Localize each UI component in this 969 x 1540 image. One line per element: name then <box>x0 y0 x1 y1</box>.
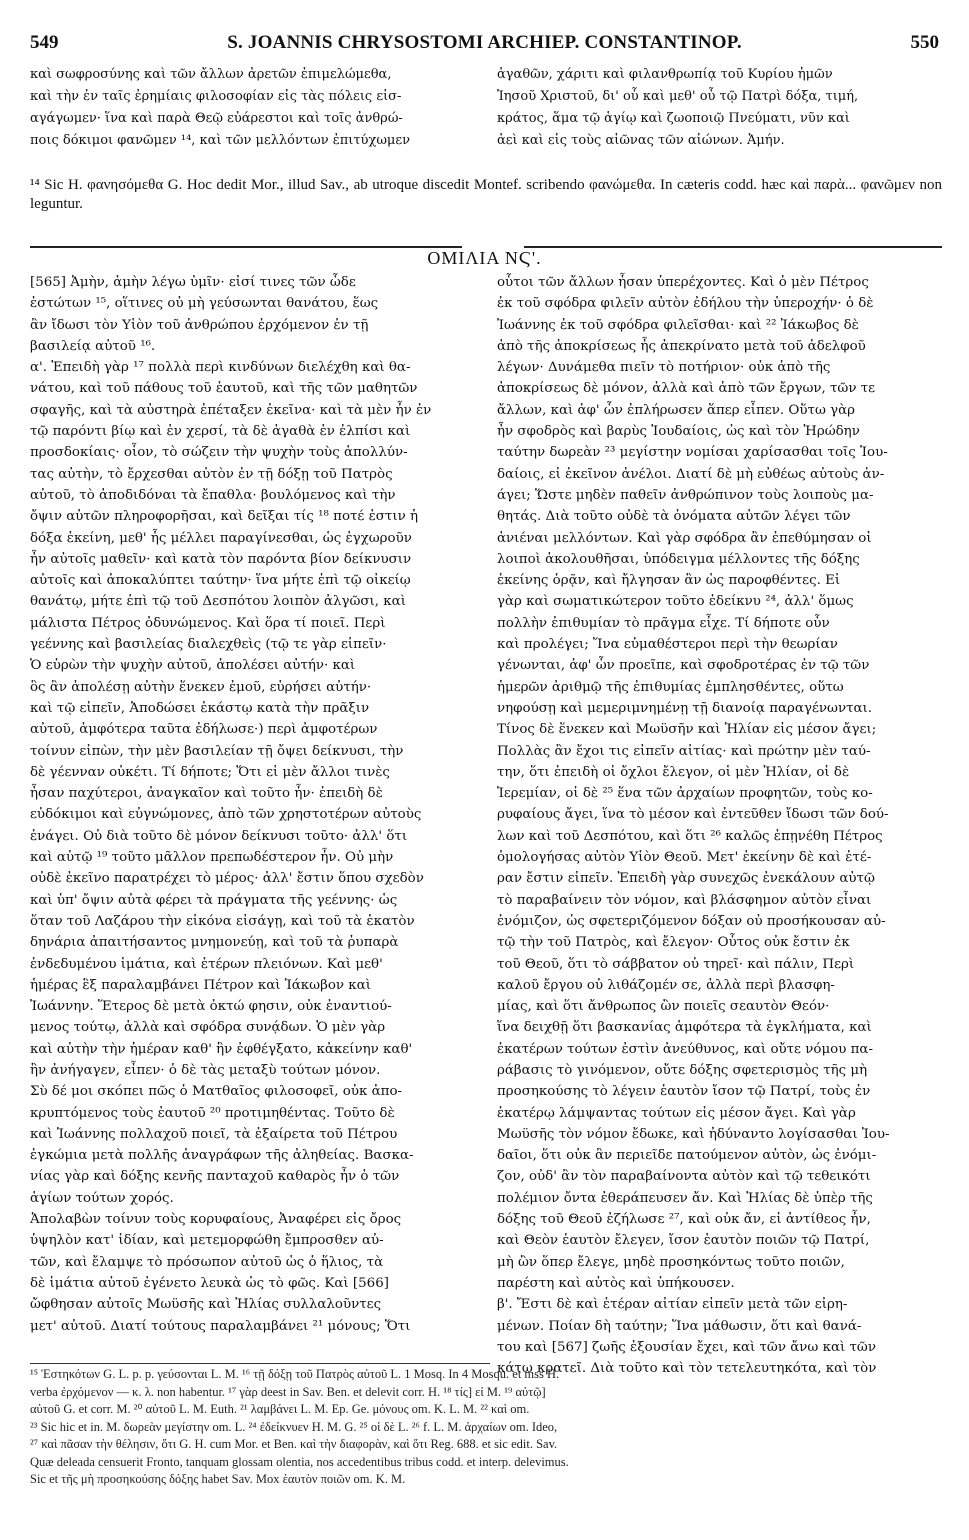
text-line: ἂν ἴδωσι τὸν Υἱὸν τοῦ ἀνθρώπου ἐρχόμενον ἐν τῇ <box>30 317 369 333</box>
text-line: ραν ἔστιν εἰπεῖν. Ἐπειδὴ γὰρ συνεχῶς ἐνεκάλουν αὐτῷ <box>497 871 875 887</box>
text-line: ἐνδεδυμένου ἱμάτια, καὶ ἑτέρων πλειόνων. Καὶ μεθ' <box>30 956 383 972</box>
text-line: γένωνται, ἀφ' ὧν προεῖπε, καὶ σφοδροτέρας ἐν τῷ τῶν <box>497 658 870 674</box>
text-line: τὸ παραβαίνειν τὸν νόμον, καὶ βλάσφημον αὐτὸν εἶναι <box>497 892 872 908</box>
text-line: νηφούσῃ καὶ μεμεριμνημένῃ τῇ διανοίᾳ παραγένωνται. <box>497 700 873 716</box>
text-line: καὶ ὑπ' ὄψιν αὐτὰ φέρει τὰ πράγματα τῆς γεέννης· ὡς <box>30 892 398 908</box>
text-line: ὅταν τοῦ Λαζάρου τὴν εἰκόνα εἰσάγῃ, καὶ τοῦ τὰ ἑκατὸν <box>30 913 415 929</box>
text-line: δόξα ἐκείνη, μεθ' ἧς μέλλει παραγίνεσθαι, ὡς ἐγχωροῦν <box>30 530 412 546</box>
text-line: καὶ αὐτῷ ¹⁹ τοῦτο μᾶλλον πρεπωδέστερον ἦν. Οὐ μὴν <box>30 850 394 866</box>
footnote-line: ²³ Sic hic et in. M. δωρεὰν μεγίστην om. L. ²⁴ ἐδείκνυεν H. M. G. ²⁵ οἱ δὲ L. ²⁶ f. L. M. ἀρχαίων om. Ideo, <box>30 1419 558 1434</box>
text-line: νάτου, καὶ τοῦ πάθους τοῦ ἑαυτοῦ, καὶ τῆς τῶν μαθητῶν <box>30 381 418 397</box>
text-line: Μωϋσῆς τὸν νόμον ἔδωκε, καὶ ἠδύναντο λογίσασθαι Ἰου- <box>497 1126 890 1142</box>
top-right-text <box>497 64 942 152</box>
running-head <box>30 32 939 58</box>
text-line: Ἀπολαβὼν τοίνυν τοὺς κορυφαίους, Ἀναφέρει εἰς ὄρος <box>30 1212 402 1228</box>
text-line: μάλιστα Πέτρος ὀδυνώμενος. Καὶ ὅρα τί ποιεῖ. Περὶ <box>30 615 386 631</box>
text-line: ἑκατέρων τούτων ἐστὶν ἀνεύθυνος, καὶ οὔτε νόμου πα- <box>497 1041 873 1057</box>
top-left-text <box>30 64 488 152</box>
text-line: παρέστη καὶ αὐτὸς καὶ ὑπήκουσεν. <box>497 1275 735 1291</box>
footnote-rule <box>30 1363 490 1364</box>
text-line: τας αὐτὴν, τὸ ἔρχεσθαι αὐτὸν ἐν τῇ δόξῃ τοῦ Πατρὸς <box>30 466 393 482</box>
text-line: ἀπὸ τῆς ἀποκρίσεως ἧς ἀπεκρίνατο μετὰ τοῦ ἀδελφοῦ <box>497 338 866 354</box>
text-line: λων καὶ τοῦ Δεσπότου, καὶ ὅτι ²⁶ καλῶς ἐπῃνέθη Πέτρος <box>497 828 883 844</box>
text-line: ὄψιν αὐτῶν πληροφορῆσαι, καὶ δεῖξαι τίς ¹⁸ ποτέ ἐστιν ἡ <box>30 509 419 525</box>
text-line: τῷ παρόντι βίῳ καὶ ἐν χερσί, τὰ δὲ ἀγαθὰ ἐν ἐλπίσι καὶ <box>30 424 411 440</box>
main-right-column <box>497 272 942 1379</box>
text-line: γὰρ καὶ σωματικώτερον τοῦτο ἐδείκνυ ²⁴, ἀλλ' ὅμως <box>497 594 854 610</box>
text-line: ἐγκώμια μετὰ πολλῆς ἀναγράφων τῆς ἀληθείας. Βασκα- <box>30 1148 414 1164</box>
text-line: ταύτην δωρεὰν ²³ μεγίστην νομίσαι χαρίσασθαι τοῖς Ἰου- <box>497 445 888 461</box>
text-line: α'. Ἐπειδὴ γὰρ ¹⁷ πολλὰ περὶ κινδύνων διελέχθη καὶ θα- <box>30 360 411 376</box>
footnote-line: αὐτοῦ G. et corr. M. ²⁰ αὐτοῦ L. M. Euth. ²¹ λαμβάνει L. M. Ep. Ge. μόνους om. K. L. M. ²² καὶ om. <box>30 1402 530 1416</box>
running-title: S. JOANNIS CHRYSOSTOMI ARCHIEP. CONSTANTINOP. <box>227 32 742 53</box>
text-line: ἐνόμιζον, ὡς σφετεριζόμενον δόξαν οὐ προσήκουσαν αὐ- <box>497 913 886 929</box>
text-line: ἐκ τοῦ σφόδρα φιλεῖν αὐτὸν ἐδήλου τὴν ὑπεροχήν· ὁ δὲ <box>497 296 874 312</box>
text-line: τοίνυν εἰπὼν, τὴν μὲν βασιλείαν τῇ ὄψει δείκνυσι, τὴν <box>30 743 404 759</box>
text-line: δὲ ἱμάτια αὐτοῦ ἐγένετο λευκὰ ὡς τὸ φῶς. Καὶ [566] <box>30 1275 389 1291</box>
main-left-column <box>30 272 488 1337</box>
text-line: ἦν αὐτοῖς μαθεῖν· καὶ κατὰ τὸν παρόντα βίον δείκνυσιν <box>30 551 412 567</box>
text-line: δόξης τοῦ Θεοῦ ἐζήλωσε ²⁷, καὶ οὐκ ἄν, εἰ ἀντίθεος ἦν, <box>497 1212 871 1228</box>
text-line: ἣν ἀνήγαγεν, εἶπεν· ὁ δὲ τὰς μεταξὺ τούτων μόνον. <box>30 1062 381 1078</box>
text-line: αγάγωμεν· ἵνα καὶ παρὰ Θεῷ εὐάρεστοι καὶ τοῖς ἀνθρώ- <box>30 111 403 126</box>
text-line: ρυφαίους ἄγει, ἵνα τὸ μέσον καὶ ἐντεῦθεν ἴδωσι τῶν δού- <box>497 807 889 823</box>
text-line: την, ὅτι ἐπειδὴ οἱ ὄχλοι ἔλεγον, οἱ μὲν Ἠλίαν, οἱ δὲ <box>497 764 850 780</box>
text-line: ἐκείνης ὁρᾷν, καὶ ἤλγησαν ἂν ὡς παροφθέντες. Εἰ <box>497 573 841 589</box>
footnote-line: Quæ deleada censuerit Fronto, tanquam glossam olentia, nos accedentibus tribus codd. et interp. delevimus. <box>30 1454 569 1469</box>
text-line: ἦν σφοδρὸς καὶ βαρὺς Ἰουδαίοις, ὡς καὶ τὸν Ἡρώδην <box>497 424 860 440</box>
text-line: εὐδόκιμοι καὶ εὐγνώμονες, ἀπὸ τῶν χρηστοτέρων αὐτοὺς <box>30 807 422 823</box>
text-line: Ἰωάννης ἐκ τοῦ σφόδρα φιλεῖσθαι· καὶ ²² Ἰάκωβος δὲ <box>497 317 859 333</box>
text-line: αὐτοῦ, ἀμφότερα ταῦτα ἐδήλωσε·) περὶ ἀμφοτέρων <box>30 722 378 738</box>
text-line: κρυπτόμενος τοὺς ἑαυτοῦ ²⁰ προτιμηθέντας. Τοῦτο δὲ <box>30 1105 395 1121</box>
text-line: καὶ Θεὸν ἑαυτὸν ἔλεγεν, ἴσον ἑαυτὸν ποιῶν τῷ Πατρί, <box>497 1233 870 1249</box>
text-line: Ἰησοῦ Χριστοῦ, δι' οὗ καὶ μεθ' οὗ τῷ Πατρὶ δόξα, τιμή, <box>497 89 859 104</box>
text-line: ὑψηλὸν κατ' ἰδίαν, καὶ μετεμορφώθη ἔμπροσθεν αὐ- <box>30 1233 384 1249</box>
text-line: θητάς. Διὰ τοῦτο οὐδὲ τὰ ὀνόματα αὐτῶν λέγει τῶν <box>497 509 851 525</box>
top-footnote: ¹⁴ Sic H. φανησόμεθα G. Hoc dedit Mor., illud Sav., ab utroque discedit Montef. scribendo φανώμεθα. In cæteris codd. hæc καὶ παρὰ... φανῶμεν non leguntur. <box>30 177 942 212</box>
text-line: καὶ Ἰωάννης πολλαχοῦ ποιεῖ, τὰ ἐξαίρετα τοῦ Πέτρου <box>30 1126 398 1142</box>
text-line: τοῦ Θεοῦ, ὅτι τὸ σάββατον οὐ τηρεῖ· καὶ πάλιν, Περὶ <box>497 956 855 972</box>
text-line: ἀεὶ καὶ εἰς τοὺς αἰῶνας τῶν αἰώνων. Ἀμήν. <box>497 133 785 148</box>
homily-title: ΟΜΙΛΙΑ ΝϚ'. <box>427 248 542 268</box>
text-line: ποις δόκιμοι φανῶμεν ¹⁴, καὶ τῶν μελλόντων ἐπιτύχωμεν <box>30 133 411 148</box>
text-line: ἵνα δειχθῇ ὅτι βασκανίας ἀμφότερα τὰ ἐγκλήματα, καὶ <box>497 1020 872 1036</box>
text-line: οὗτοι τῶν ἄλλων ἦσαν ὑπερέχοντες. Καὶ ὁ μὲν Πέτρος <box>497 275 869 290</box>
text-line: Σὺ δέ μοι σκόπει πῶς ὁ Ματθαῖος φιλοσοφεῖ, οὐκ ἀπο- <box>30 1084 403 1100</box>
text-line: καλοῦ ἔργου οὐ λιθάζομέν σε, ἀλλὰ περὶ βλασφη- <box>497 977 835 993</box>
text-line: πολέμιον ὄντα ἐθεράπευσεν ἄν. Καὶ Ἠλίας δὲ ὑπὲρ τῆς <box>497 1190 873 1206</box>
text-line: βασιλείᾳ αὐτοῦ ¹⁶. <box>30 338 156 354</box>
text-line: κάτω κρατεῖ. Διὰ τοῦτο καὶ τὸν τετελευτηκότα, καὶ τὸν <box>497 1361 877 1377</box>
footnote-line: Sic et τῆς μὴ προσηκούσης δόξης habet Sav. Mox ἑαυτὸν ποιῶν om. K. M. <box>30 1472 406 1486</box>
footnote-line: verba ἐρχόμενον — κ. λ. non habentur. ¹⁷ γὰρ deest in Sav. Ben. et delevit corr. H. ¹⁸ τίς] εἰ M. ¹⁹ αὐτῷ] <box>30 1384 546 1399</box>
text-line: δηνάρια ἀπαιτήσαντος μνημονεύῃ, καὶ τοῦ τὰ ῥυπαρὰ <box>30 935 399 951</box>
text-line: τῶν, καὶ ἔλαμψε τὸ πρόσωπον αὐτοῦ ὡς ὁ ἥλιος, τὰ <box>30 1254 384 1270</box>
text-line: του καὶ [567] ζωῆς ἐξουσίαν ἔχει, καὶ τῶν ἄνω καὶ τῶν <box>497 1339 876 1355</box>
text-line: μετ' αὐτοῦ. Διατί τούτους παραλαμβάνει ²¹ μόνους; Ὅτι <box>30 1318 411 1334</box>
text-line: β'. Ἔστι δὲ καὶ ἑτέραν αἰτίαν εἰπεῖν μετὰ τῶν εἰρη- <box>497 1297 848 1313</box>
text-line: ἑστώτων ¹⁵, οἵτινες οὐ μὴ γεύσωνται θανάτου, ἕως <box>30 296 379 312</box>
text-line: αὐτοῦ, τὸ ἀποδιδόναι τὰ ἔπαθλα· βουλόμενος καὶ τὴν <box>30 487 396 503</box>
text-line: ἄλλων, καὶ ἀφ' ὧν ἐπλήρωσεν ἅπερ εἶπεν. Οὕτω γὰρ <box>497 402 856 418</box>
page-number-right: 550 <box>910 32 939 53</box>
text-line: ἑκατέρῳ λάμψαντας τούτων εἰς μέσον ἄγει. Καὶ γὰρ <box>497 1105 856 1121</box>
text-line: μίας, καὶ ὅτι ἄνθρωπος ὢν ποιεῖς σεαυτὸν Θεόν· <box>497 999 830 1015</box>
text-line: ἀνιέναι μελλόντων. Καὶ γὰρ σφόδρα ἂν ἐπεθύμησαν οἱ <box>497 530 872 546</box>
text-line: σφαγῆς, καὶ τὰ αὐστηρὰ ἐπέταξεν ἐκεῖνα· καὶ τὰ μὲν ἦν ἐν <box>30 402 432 418</box>
text-line: Πολλὰς ἂν ἔχοι τις εἰπεῖν αἰτίας· καὶ πρώτην μὲν ταύ- <box>497 743 871 759</box>
footnote-line: ²⁷ καὶ πᾶσαν τὴν θέλησιν, ὅτι G. H. cum Mor. et Ben. καὶ τὴν διαφορὰν, καὶ ὅτι Reg. 688. et sic edit. Sav. <box>30 1437 558 1451</box>
text-line: μένων. Ποίαν δὴ ταύτην; Ἵνα μάθωσιν, ὅτι καὶ θανά- <box>497 1318 862 1334</box>
text-line: ἐνάγει. Οὐ διὰ τοῦτο δὲ μόνον δείκνυσι τοῦτο· ἀλλ' ὅτι <box>30 828 408 844</box>
text-line: ἁγίων τούτων χορός. <box>30 1190 174 1206</box>
text-line: ἦσαν παχύτεροι, ἀναγκαῖον καὶ τοῦτο ἦν· ἐπειδὴ δὲ <box>30 786 383 802</box>
text-line: ὤφθησαν αὐτοῖς Μωϋσῆς καὶ Ἠλίας συλλαλοῦντες <box>30 1297 382 1313</box>
text-line: Τίνος δὲ ἕνεκεν καὶ Μωϋσῆν καὶ Ἠλίαν εἰς μέσον ἄγει; <box>497 722 877 738</box>
text-line: λέγων· Δυνάμεθα πιεῖν τὸ ποτήριον· οὐκ ἀπὸ τῆς <box>497 360 831 376</box>
text-line: ὃς ἂν ἀπολέσῃ αὐτὴν ἕνεκεν ἐμοῦ, εὑρήσει αὐτήν· <box>30 679 372 695</box>
text-line: θανάτῳ, μήτε ἐπὶ τῷ τοῦ Δεσπότου λοιπὸν ἀλγῶσι, καὶ <box>30 594 406 610</box>
text-line: γεέννης καὶ βασιλείας διαλεχθεὶς (τῷ τε γὰρ εἰπεῖν· <box>30 637 387 653</box>
text-line: ζον, οὐδ' ἂν τὸν παραβαίνοντα αὐτὸν καὶ τῷ τεθεικότι <box>497 1169 871 1185</box>
text-line: [565] Ἀμὴν, ἀμὴν λέγω ὑμῖν· εἰσί τινες τῶν ὧδε <box>30 275 356 290</box>
text-line: καὶ προλέγει; Ἵνα εὐμαθέστεροι περὶ τὴν θεωρίαν <box>497 637 838 653</box>
footnote-line: ¹⁵ Ἑστηκότων G. L. p. p. γεύσονται L. M. ¹⁶ τῇ δόξῃ τοῦ Πατρὸς αὐτοῦ L. 1 Mosq. In 4 Mosqu. et mss H. <box>30 1367 560 1381</box>
text-line: τῷ τὴν τοῦ Πατρὸς, καὶ ἔλεγον· Οὗτος οὐκ ἔστιν ἐκ <box>497 935 850 951</box>
text-line: ἡμερῶν ἀριθμῷ τῆς ἐπιθυμίας ἐμπλησθέντες, οὕτω <box>497 679 844 695</box>
text-line: αὐτοῖς καὶ ἀποκαλύπτει ταύτην· ἵνα μήτε ἐπὶ τῷ οἰκείῳ <box>30 573 411 589</box>
text-line: προσδοκίαις· οἷον, τὸ σώζειν τὴν ψυχὴν τοὺς ἀπολλύν- <box>30 445 408 461</box>
page-number-left: 549 <box>30 32 59 53</box>
text-line: νίας γὰρ καὶ δόξης κενῆς πανταχοῦ καθαρὸς ἦν ὁ τῶν <box>30 1169 400 1185</box>
text-line: πολλὴν ἐπιθυμίαν τὸ πρᾶγμα εἶχε. Τί δήποτε οὖν <box>497 615 830 631</box>
text-line: κράτος, ἅμα τῷ ἁγίῳ καὶ ζωοποιῷ Πνεύματι, νῦν καὶ <box>497 111 850 126</box>
text-line: Ἱερεμίαν, οἱ δὲ ²⁵ ἕνα τῶν ἀρχαίων προφητῶν, τοὺς κο- <box>497 786 873 802</box>
text-line: λοιποὶ ἀκολουθῆσαι, ὑπόδειγμα μέλλοντες τῆς δόξης <box>497 551 860 567</box>
text-line: καὶ τῷ εἰπεῖν, Ἀποδώσει ἑκάστῳ κατὰ τὴν πρᾶξιν <box>30 700 370 716</box>
text-line: καὶ σωφροσύνης καὶ τῶν ἄλλων ἀρετῶν ἐπιμελώμεθα, <box>30 67 392 82</box>
text-line: οὐδὲ ἐκεῖνο παρατρέχει τὸ μέρος· ἀλλ' ἔστιν ὅπου σχεδὸν <box>30 871 424 887</box>
text-line: καὶ τὴν ἐν ταῖς ἐρημίαις φιλοσοφίαν εἰς τὰς πόλεις εἰσ- <box>30 89 402 104</box>
footnotes <box>30 1366 942 1489</box>
text-line: ἀποκρίσεως δὲ μόνον, ἀλλὰ καὶ ἀπὸ τῶν ἔργων, τῶν τε <box>497 381 876 397</box>
text-line: ράβασις τὸ γινόμενον, οὔτε δόξης σφετερισμὸς τῆς μὴ <box>497 1062 868 1078</box>
text-line: δαίοις, εἰ ἐκεῖνον ἀνέλοι. Διατί δὲ μὴ εὐθέως αὐτοὺς ἀν- <box>497 466 885 482</box>
text-line: άγει; Ὥστε μηδὲν παθεῖν ἀνθρώπινον τοὺς λοιποὺς μα- <box>497 487 874 503</box>
text-line: ἀγαθῶν, χάριτι καὶ φιλανθρωπίᾳ τοῦ Κυρίου ἡμῶν <box>497 67 833 82</box>
text-line: μὴ ὢν ὅπερ ἔλεγε, μηδὲ προσηκόντως τοῦτο ποιῶν, <box>497 1254 845 1270</box>
text-line: δαῖοι, ὅτι οὐκ ἂν περιεῖδε πατούμενον αὐτὸν, ὡς ἐνόμι- <box>497 1148 877 1164</box>
text-line: ἡμέρας ἓξ παραλαμβάνει Πέτρον καὶ Ἰάκωβον καὶ <box>30 977 371 993</box>
text-line: καὶ αὐτὴν τὴν ἡμέραν καθ' ἣν ἐφθέγξατο, κἀκείνην καθ' <box>30 1041 413 1057</box>
text-line: προσηκούσης τὸ λέγειν ἑαυτὸν ἴσον τῷ Πατρί, τοὺς ἐν <box>497 1084 871 1100</box>
text-line: δὲ γέενναν οὐκέτι. Τί δήποτε; Ὅτι εἰ μὲν ἄλλοι τινὲς <box>30 764 390 780</box>
text-line: ὁμολογήσας αὐτὸν Υἱὸν Θεοῦ. Μετ' ἐκείνην δὲ καὶ ἑτέ- <box>497 850 872 866</box>
text-line: Ἰωάννην. Ἕτερος δὲ μετὰ ὀκτώ φησιν, οὐκ ἐναντιού- <box>30 999 392 1015</box>
text-line: μενος τούτῳ, ἀλλὰ καὶ σφόδρα συνᾴδων. Ὁ μὲν γὰρ <box>30 1020 386 1036</box>
text-line: Ὁ εὑρὼν τὴν ψυχὴν αὐτοῦ, ἀπολέσει αὐτήν· καὶ <box>30 658 356 674</box>
